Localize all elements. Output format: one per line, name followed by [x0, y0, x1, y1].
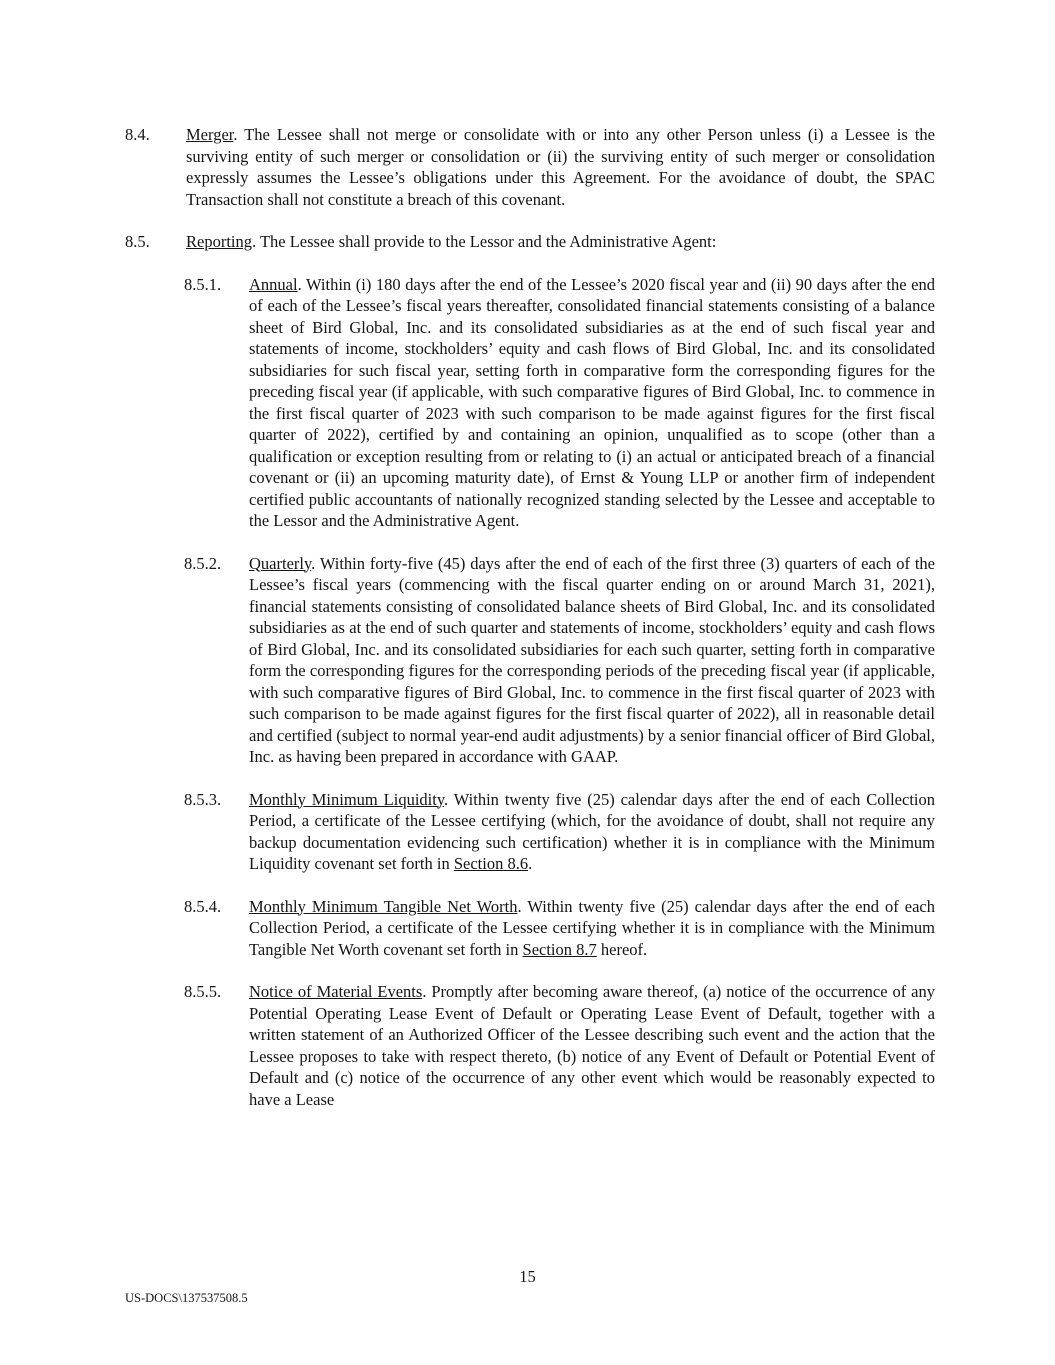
section-8-5-1: [125, 274, 935, 532]
section-8-4: [125, 124, 935, 210]
section-text: [249, 553, 935, 768]
footer-doc-id: US-DOCS\137537508.5: [125, 1291, 248, 1305]
text-segment: .: [528, 854, 533, 873]
section-text: [249, 896, 935, 961]
section-text: [186, 124, 935, 210]
text-segment: hereof.: [596, 939, 648, 959]
section-8-5-4: [125, 896, 935, 961]
text-segment: . Promptly after becoming aware thereof, (a) notice of the occurrence of any Potential Operating Lease Event of Default or Operating Lease Event of Default, together with a written statement of an Authorized Officer of the Lessee describing such event and the action that the Lessee proposes to take with respect thereto, (b) notice of any Event of Default or Potential Event of Default and (c) notice of the occurrence of any other event which would be reasonably expected to have a Lease: [249, 982, 935, 1109]
section-text: [249, 789, 935, 875]
section-8-5-2: [125, 553, 935, 768]
section-number: 8.5.1.: [184, 274, 222, 294]
underlined-term: Monthly Minimum Tangible Net Worth: [249, 896, 518, 916]
section-8-5-3: [125, 789, 935, 875]
text-segment: . The Lessee shall not merge or consolidate with or into any other Person unless (i) a Lessee is the surviving entity of such merger or consolidation or (ii) the surviving entity of such merger or consolidation expressly assumes the Lessee’s obligations under this Agreement. For the avoidance of doubt, the SPAC Transaction shall not constitute a breach of this covenant.: [186, 125, 935, 209]
underlined-term: Section 8.7: [522, 939, 597, 959]
section-number: 8.5.2.: [184, 553, 222, 573]
section-text: [186, 231, 935, 253]
section-number: 8.5.: [125, 232, 150, 251]
underlined-term: Reporting: [186, 232, 252, 251]
text-segment: . The Lessee shall provide to the Lessor and the Administrative Agent:: [252, 232, 717, 251]
underlined-term: Notice of Material Events: [249, 982, 423, 1001]
section-text: [249, 274, 935, 532]
underlined-term: Section 8.6: [453, 854, 529, 873]
underlined-term: Merger: [186, 125, 234, 144]
section-number: 8.5.5.: [184, 982, 222, 1001]
underlined-term: Quarterly: [249, 553, 312, 573]
section-number: 8.5.3.: [184, 789, 222, 809]
section-8-5: [125, 231, 935, 253]
section-number: 8.4.: [125, 125, 150, 144]
text-segment: . Within twenty five (25) calendar days after the end of each Collection Period, a certificate of the Lessee certifying whether it is in compliance with the Minimum Tangible Net Worth covenant set forth in: [249, 896, 936, 959]
text-segment: . Within (i) 180 days after the end of the Lessee’s 2020 fiscal year and (ii) 90 days after the end of each of the Lessee’s fiscal years thereafter, consolidated financial statements consisting of a balance sheet of Bird Global, Inc. and its consolidated subsidiaries as at the end of such fiscal year and statements of income, stockholders’ equity and cash flows of Bird Global, Inc. and its consolidated subsidiaries for such fiscal year, setting forth in comparative form the corresponding figures for the preceding fiscal year (if applicable, with such comparative figures of Bird Global, Inc. to commence in the first fiscal quarter of 2023 with such comparison to be made against figures for the first fiscal quarter of 2022), certified by and containing an opinion, unqualified as to scope (other than a qualification or exception resulting from or relating to (i) an actual or anticipated breach of a financial covenant or (ii) an upcoming maturity date), of Ernst & Young LLP or another firm of independent certified public accountants of nationally recognized standing selected by the Lessee and acceptable to the Lessor and the Administrative Agent.: [249, 274, 935, 530]
underlined-term: Monthly Minimum Liquidity: [249, 789, 445, 809]
underlined-term: Annual: [249, 274, 298, 294]
section-text: [249, 981, 935, 1110]
document-body: [125, 124, 935, 1131]
text-segment: . Within twenty five (25) calendar days after the end of each Collection Period, a certificate of the Lessee certifying (which, for the avoidance of doubt, shall not require any backup documentation evidencing such certification) whether it is in compliance with the Minimum Liquidity covenant set forth in: [249, 789, 935, 873]
page-number: 15: [519, 1267, 536, 1286]
text-segment: . Within forty-five (45) days after the end of each of the first three (3) quarters of each of the Lessee’s fiscal years (commencing with the fiscal quarter ending on or around March 31, 2021), financial statements consisting of consolidated balance sheets of Bird Global, Inc. and its consolidated subsidiaries as at the end of such quarter and statements of income, stockholders’ equity and cash flows of Bird Global, Inc. and its consolidated subsidiaries for each such quarter, setting forth in comparative form the corresponding figures for the corresponding periods of the preceding fiscal year (if applicable, with such comparative figures of Bird Global, Inc. to commence in the first fiscal quarter of 2023 with such comparison to be made against figures for the first fiscal quarter of 2022), all in reasonable detail and certified (subject to normal year-end audit adjustments) by a senior financial officer of Bird Global, Inc. as having been prepared in accordance with GAAP.: [249, 553, 935, 766]
section-8-5-5: [125, 981, 935, 1110]
section-number: 8.5.4.: [184, 896, 222, 916]
